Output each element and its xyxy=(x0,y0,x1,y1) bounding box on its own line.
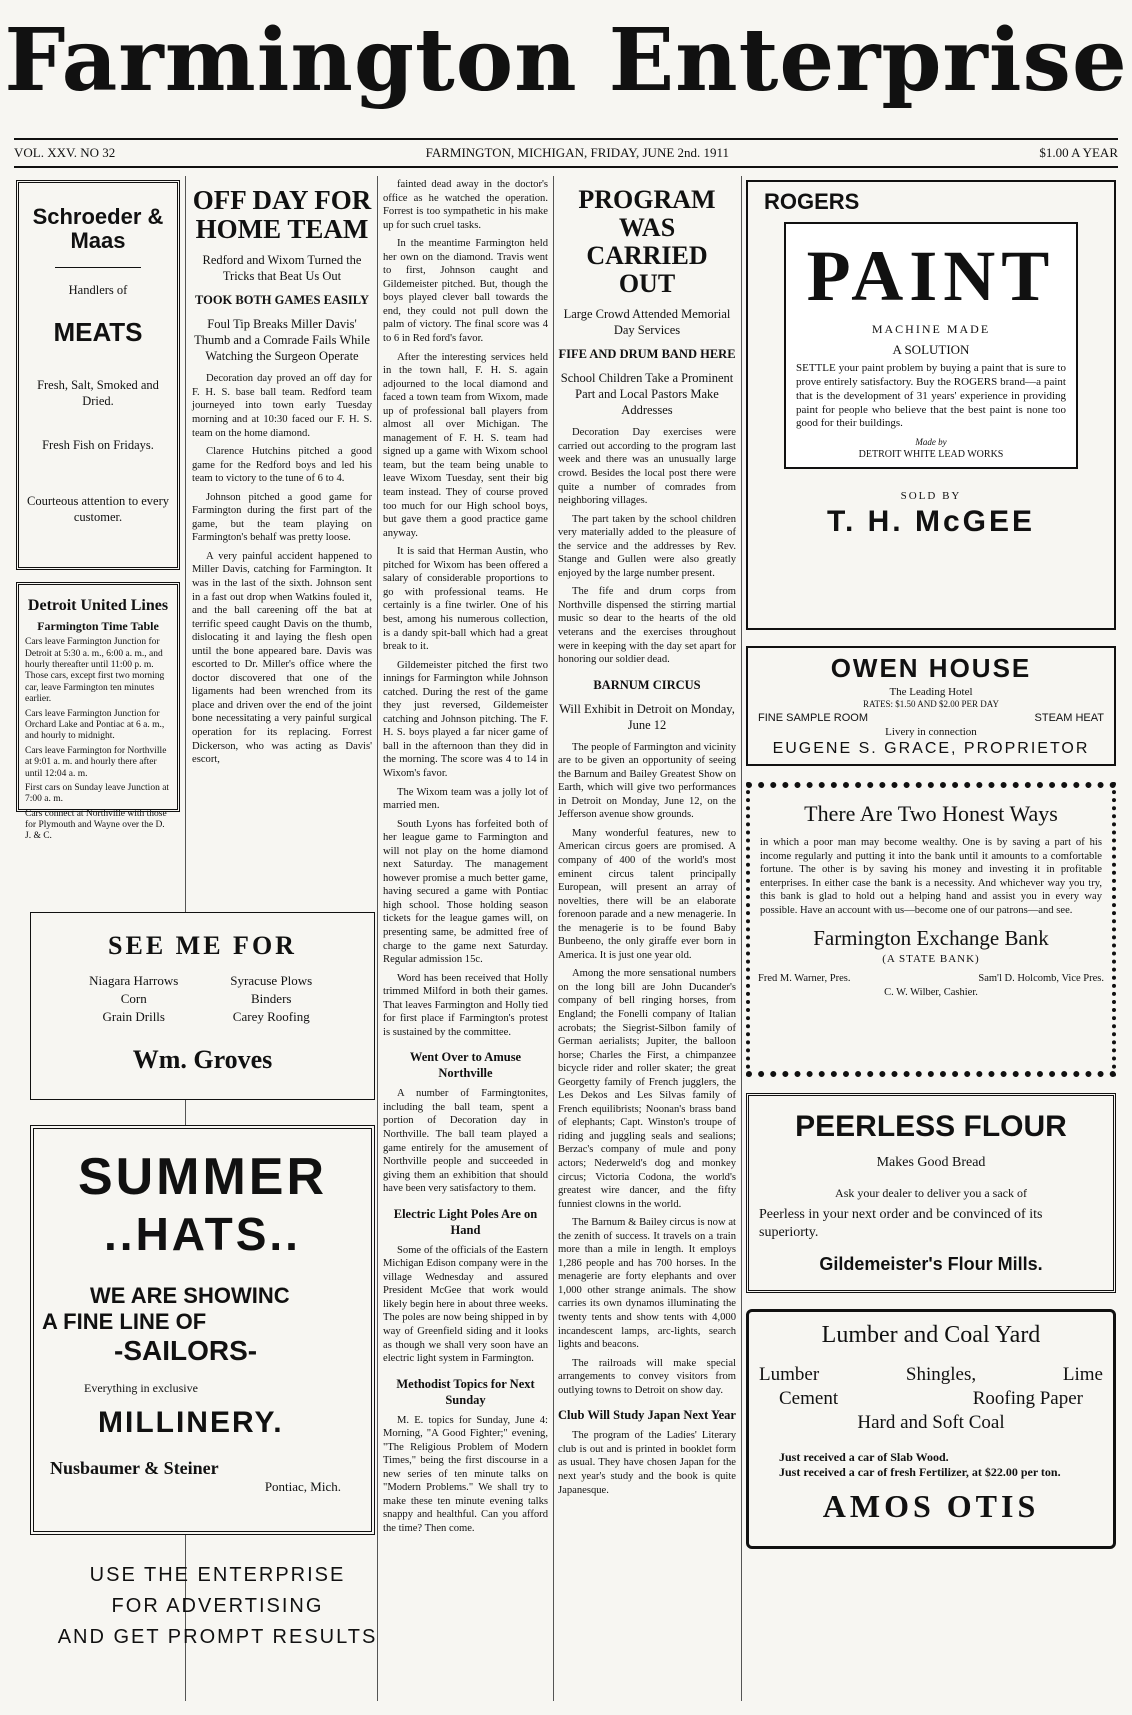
meats-description: Fresh, Salt, Smoked and Dried. xyxy=(37,377,159,408)
volume-number: VOL. XXV. NO 32 xyxy=(14,145,116,160)
machine-made-label: MACHINE MADE xyxy=(871,322,991,337)
subheadline: Methodist Topics for Next Sunday xyxy=(396,1376,535,1407)
dealer-name: Wm. Groves xyxy=(132,1045,273,1074)
column-5 xyxy=(746,180,1116,1549)
paragraph: Some of the officials of the Eastern Michigan Edison company were in the village Wednesday and assured President McGee that work would likely begin here in about three weeks. The poles are now being shipped in by way of Greenfield siding and it looks as though we shall very soon have an electric light system in Farmington. xyxy=(383,1244,548,1365)
timetable-entry: Cars connect at Northville with those for Plymouth and Wayne over the D. J. & C. xyxy=(25,808,167,842)
proprietor-line: EUGENE S. GRACE, PROPRIETOR xyxy=(772,740,1090,758)
story-off-day-home-team xyxy=(192,180,372,902)
railway-name: Detroit United Lines xyxy=(27,597,169,614)
hats-heading: ..HATS.. xyxy=(104,1208,301,1260)
implement-item: Syracuse Plows xyxy=(230,973,313,988)
deck: Redford and Wixom Turned the Tricks that Beat Us Out xyxy=(202,253,362,284)
deck: Large Crowd Attended Memorial Day Services xyxy=(563,307,731,338)
subscription-price: $1.00 A YEAR xyxy=(1039,145,1118,160)
promo-line: AND GET PROMPT RESULTS xyxy=(57,1626,378,1648)
flour-copy: Peerless in your next order and be convinced of its superiorty. xyxy=(759,1206,1043,1240)
story-continuation xyxy=(383,178,548,1703)
timetable-entry: Cars leave Farmington Junction for Detroit at 5:30 a. m., 6:00 a. m., and hourly thereafter until 11:00 p. m. Those cars, except first two morning car, leave Farmington ten minutes earlier. xyxy=(25,637,165,705)
merchant-name: Nusbaumer & Steiner xyxy=(50,1458,219,1478)
vice-president: Sam'l D. Holcomb, Vice Pres. xyxy=(978,973,1104,985)
column-1 xyxy=(16,180,180,842)
promo-line: FOR ADVERTISING xyxy=(111,1595,324,1617)
ad-farmington-exchange-bank xyxy=(746,782,1116,1077)
merchant-location: Pontiac, Mich. xyxy=(264,1479,341,1494)
paragraph: Among the more sensational numbers on the long bill are John Ducander's company of bell ringing horses, from England; the Fonelli company of Italian acrobats; the Siegrist-Silbon family of German aerialists; Jupiter, the balloon horse; Charles the First, a chimpanzee bicycle rider and roller skater; the great Georgetty family of French jugglers, the Les Dekos and Les Silvas family of French equilibrists; Noonan's brass band of elephants; Capt. Winston's troupe of riding and juggling seals and sealions; Berzac's company of mule and pony actors; Nederweld's dog and monkey circus; Victoria Codona, the world's greatest wire dancer, and the fifty funniest clowns in the world. xyxy=(558,968,736,1210)
bank-name: Farmington Exchange Bank xyxy=(813,926,1049,951)
paragraph: The Wixom team was a jolly lot of married men. xyxy=(383,786,548,812)
showing-line: WE ARE SHOWINC xyxy=(90,1283,290,1308)
hotel-amenities xyxy=(758,711,1104,725)
paragraph: fainted dead away in the doctor's office as he watched the operation. Forrest is too sympathetic in his make up for such cruel tasks. xyxy=(383,179,548,231)
masthead-title: Farmington Enterprise xyxy=(4,10,1128,111)
paragraph: The part taken by the school children very materially added to the pleasure of the service and the addresses by Rev. Stange and Gullen were also greatly enjoyed by the large number present. xyxy=(558,513,736,579)
paint-heading: PAINT xyxy=(806,236,1056,317)
product: Shingles, xyxy=(905,1363,977,1385)
yard-notice: Just received a car of Slab Wood. xyxy=(779,1449,949,1464)
ad-wm-groves xyxy=(30,912,375,1100)
hotel-tagline: The Leading Hotel xyxy=(889,686,973,699)
paragraph: The fife and drum corps from Northville dispensed the stirring martial music so dear to the hearts of the old veterans and the exercises throughout were in keeping with the day set apart for honoring our soldier dead. xyxy=(558,586,736,666)
bank-officers xyxy=(758,972,1104,985)
headline: OFF DAY FOR HOME TEAM xyxy=(192,185,372,245)
advertiser-name: Schroeder & Maas xyxy=(32,204,164,253)
timetable-entry: Cars leave Farmington Junction for Orchard Lake and Pontiac at 6 a. m., and hourly to midnight. xyxy=(25,708,165,742)
timetable-entry: First cars on Sunday leave Junction at 7:00 a. m. xyxy=(25,782,170,805)
deck: Foul Tip Breaks Miller Davis' Thumb and a Comrade Fails While Watching the Surgeon Operate xyxy=(194,317,370,364)
product: Lime xyxy=(1062,1363,1103,1385)
product: Hard and Soft Coal xyxy=(857,1412,1005,1434)
meats-heading: MEATS xyxy=(53,316,143,347)
ad-detroit-united-lines xyxy=(16,582,180,842)
paragraph: Johnson pitched a good game for Farmington during the first part of the game, but the team playing on Farmington's behalf was pretty loose. xyxy=(192,491,372,544)
column-rule xyxy=(741,176,742,1701)
mill-name: Gildemeister's Flour Mills. xyxy=(819,1254,1043,1275)
implement-item: Binders xyxy=(251,991,292,1006)
paragraph: A very painful accident happened to Miller Davis, catching for Farmington. It was in the last of the sixth. Johnson sent in a fast out drop when Watkins fouled it, and the ball careening off the bat at terrific speed caught Davis on the thumb, dislocating it and laying the flesh open until the bone appeared bare. Davis was escorted to Dr. Miller's office where the doctor discovered that one of the ligaments had been wrenched from its place and driven over the end of the joint bone necessitating a very painful surgical operation for its replacing. Forrest Dickerson, who was acting as Davis' escort, xyxy=(192,550,372,766)
yard-headline: Lumber and Coal Yard xyxy=(821,1322,1041,1348)
column-rule xyxy=(553,176,554,1701)
story-program-carried-out xyxy=(558,180,736,1705)
dealer-name: T. H. McGEE xyxy=(826,505,1036,539)
paragraph: After the interesting services held in the town hall, F. H. S. again adjourned to the local diamond and faced a town team from Wixom, made up of professional ball players from almost all over Michigan. The management of F. H. S. team had signed up a game with Wixom school team, but the team being unable to leave Wixom Tuesday, sent their big team instead. They of course proved too much for our High school boys, but gave them a good practice game anyway. xyxy=(383,351,548,539)
exclusive-line: Everything in exclusive xyxy=(84,1381,198,1395)
hotel-rates: RATES: $1.50 AND $2.00 PER DAY xyxy=(863,699,999,710)
paragraph: Many wonderful features, new to American circus goers are promised. A company of 400 of the world's most eminent circus talent principally European, will present an array of novelties, there will be an elaborate forenoon parade and a new menagerie. In the menagerie is to be found Baby Bunbeeno, the only giraffe ever born in America. It is just one year old. xyxy=(558,827,736,961)
manufacturer-name: DETROIT WHITE LEAD WORKS xyxy=(858,448,1004,460)
amenity: STEAM HEAT xyxy=(1034,711,1104,724)
paragraph: The program of the Ladies' Literary club is out and is printed in booklet form as usual. They have chosen Japan for the next year's study and the book is quite Japanesque. xyxy=(558,1430,736,1496)
timetable-title: Farmington Time Table xyxy=(37,619,159,634)
implement-item: Corn xyxy=(120,991,147,1006)
hotel-name: OWEN HOUSE xyxy=(830,653,1032,683)
paragraph: Clarence Hutchins pitched a good game for the Redford boys and led his team to victory to the tune of 6 to 4. xyxy=(192,446,372,485)
subheadline: BARNUM CIRCUS xyxy=(593,677,701,692)
president: Fred M. Warner, Pres. xyxy=(758,973,851,985)
product: Roofing Paper xyxy=(972,1388,1083,1410)
headline: PROGRAM WAS CARRIED OUT xyxy=(578,185,716,299)
product: Lumber xyxy=(759,1363,820,1385)
flour-headline: PEERLESS FLOUR xyxy=(795,1110,1067,1143)
timetable-entry: Cars leave Farmington for Northville at 9:01 a. m. and hourly there after until 12:04 a. m. xyxy=(25,745,167,779)
deck: FIFE AND DRUM BAND HERE xyxy=(558,347,736,362)
made-by-label: Made by xyxy=(915,437,947,448)
paragraph: Gildemeister pitched the first two innings for Farmington while Johnson catched. During the rest of the game they just reversed, Gildemeister catching and Johnson pitching. The F. H. S. boys played a far nicer game of ball in the afternoon than they did in the morning. The score was 4 to 14 in Wixom's favor. xyxy=(383,659,548,779)
summer-heading: SUMMER xyxy=(77,1148,328,1206)
paragraph: It is said that Herman Austin, who pitched for Wixom has been offered a salary of considerable proportions to go with professional teams. He certainly is a fine twirler. One of his best, among his numerous collection, is a dandy spit-ball which had a great break to it. xyxy=(383,546,548,653)
enterprise-promo xyxy=(30,1560,405,1653)
paint-copy: SETTLE your paint problem by buying a paint that is sure to prove entirely satisfactory. Buy the ROGERS brand—a paint that is the development of 31 years' experience in providing paint for people who believe that the best paint is none too good for their buildings. xyxy=(796,362,1066,430)
paragraph: The railroads will make special arrangements to convey visitors from outlying towns to Detroit on show day. xyxy=(558,1357,736,1396)
state-bank-label: (A STATE BANK) xyxy=(882,953,980,966)
paragraph: A number of Farmingtonites, including the ball team, spent a portion of Decoration day in Northville. The ball team played a game entirely for the amusement of Northville people and succeeded in giving them an exhibition that should have been very satisfactory to them. xyxy=(383,1088,548,1195)
sold-by-label: SOLD BY xyxy=(900,490,962,503)
ad-lumber-coal-yard xyxy=(746,1309,1116,1549)
paragraph: South Lyons has forfeited both of her league game to Farmington and will not play on the home diamond next Saturday. The management however promise a much better game, having secured a game with Pontiac high school. Those holding season tickets for the league games will, on presenting same, be admitted free of charge to the game next Saturday. Regular admission 15c. xyxy=(383,818,548,966)
sailors-heading: -SAILORS- xyxy=(114,1335,258,1366)
cashier: C. W. Wilber, Cashier. xyxy=(884,986,978,998)
bank-headline: There Are Two Honest Ways xyxy=(804,801,1058,826)
amenity: FINE SAMPLE ROOM xyxy=(758,711,869,724)
paragraph: The Barnum & Bailey circus is now at the zenith of success. It travels on a train more than a mile in length. It employs 1,286 people and has 700 horses. In the menagerie are forty elephants and over 1,000 other strange animals. The show carries its own dynamos illuminating the twenty tents and show tents with 4,000 incandescent lamps, arc-lights, search lights and beacons. xyxy=(558,1217,736,1351)
paragraph: Decoration Day exercises were carried out according to the program last week and there was an unusually large crowd. Besides the local post there were quite a number of comrades from neighboring villages. xyxy=(558,427,736,507)
livery-note: Livery in connection xyxy=(885,725,977,738)
millinery-heading: MILLINERY. xyxy=(98,1406,284,1439)
promo-line: USE THE ENTERPRISE xyxy=(89,1564,346,1586)
fish-notice: Fresh Fish on Fridays. xyxy=(42,437,154,452)
divider xyxy=(55,267,140,268)
ad-schroeder-maas xyxy=(16,180,180,570)
paragraph: Word has been received that Holly trimmed Milford in both their games. That leaves Farmington and Holly tied for first place if Farmington's protest is sustained by the committee. xyxy=(383,972,548,1038)
implement-item: Carey Roofing xyxy=(232,1009,310,1024)
product-row xyxy=(759,1387,1103,1411)
product-row xyxy=(759,1363,1103,1387)
deck: TOOK BOTH GAMES EASILY xyxy=(194,293,369,308)
ad-summer-hats xyxy=(30,1125,375,1535)
paint-panel xyxy=(784,222,1078,469)
fine-line-text: A FINE LINE OF xyxy=(42,1309,207,1334)
deck: School Children Take a Prominent Part and Local Pastors Make Addresses xyxy=(560,371,734,418)
flour-ask: Ask your dealer to deliver you a sack of xyxy=(835,1186,1027,1201)
brand-name: ROGERS xyxy=(764,189,860,214)
ad-peerless-flour xyxy=(746,1093,1116,1293)
yard-notice: Just received a car of fresh Fertilizer, at $22.00 per ton. xyxy=(779,1465,1061,1480)
solution-label: A SOLUTION xyxy=(892,341,970,357)
subheadline: Club Will Study Japan Next Year xyxy=(558,1408,736,1423)
flour-slogan: Makes Good Bread xyxy=(876,1155,986,1171)
see-me-for-heading: SEE ME FOR xyxy=(108,931,297,960)
paragraph: The people of Farmington and vicinity are to be given an opportunity of seeing the Barnum and Bailey Greatest Show on Earth, which will give two performances in Detroit on Monday, June 12, on the Jefferson avenue show grounds. xyxy=(558,741,736,821)
paragraph: Decoration day proved an off day for F. H. S. base ball team. Redford team journeyed into town early Tuesday morning and at 10:30 faced our F. H. S. team on the home diamond. xyxy=(192,373,372,439)
subheadline: Went Over to Amuse Northville xyxy=(409,1050,522,1081)
paragraph: In the meantime Farmington held her own on the diamond. Travis went to first, Johnson caught and Gildemeister pitched. But, though the boys played clever ball towards the end, they could not pull down the palm of victory. The final score was 4 to 6 in Red ford's favor. xyxy=(383,238,548,345)
yard-owner: AMOS OTIS xyxy=(822,1488,1040,1525)
bank-copy: in which a poor man may become wealthy. One is by saving a part of his income regularly and putting it into the bank until it amounts to a comfortable fortune. The other is by saving his money and investing it in profitable enterprises. In either case the bank is a necessity. And whichever way you try, this bank is glad to hold out a helping hand and assist you in every way possible. Have an account with us—become one of our patrons—and see. xyxy=(760,837,1102,916)
handlers-label: Handlers of xyxy=(68,282,128,297)
paragraph: M. E. topics for Sunday, June 4: Morning, "A Good Fighter;" evening, "The Religious Problem of Modern Times," being the first discourse in a new series of ten minute talks on "Modern Problems." We shall try to make these ten minute evening talks snappy and healthful. Can you afford the time? Then come. xyxy=(383,1414,548,1535)
deck: Will Exhibit in Detroit on Monday, June 12 xyxy=(559,701,735,732)
implement-list xyxy=(65,973,340,1025)
dateline-place-date: FARMINGTON, MICHIGAN, FRIDAY, JUNE 2nd. 1911 xyxy=(425,145,730,160)
ad-rogers-paint xyxy=(746,180,1116,630)
column-rule xyxy=(377,176,378,1701)
courtesy-notice: Courteous attention to every customer. xyxy=(27,493,169,524)
implement-item: Niagara Harrows xyxy=(89,973,179,988)
implement-item: Grain Drills xyxy=(102,1009,165,1024)
dateline-bar xyxy=(14,138,1118,168)
ad-owen-house xyxy=(746,646,1116,766)
product: Cement xyxy=(779,1388,839,1410)
subheadline: Electric Light Poles Are on Hand xyxy=(393,1206,538,1237)
